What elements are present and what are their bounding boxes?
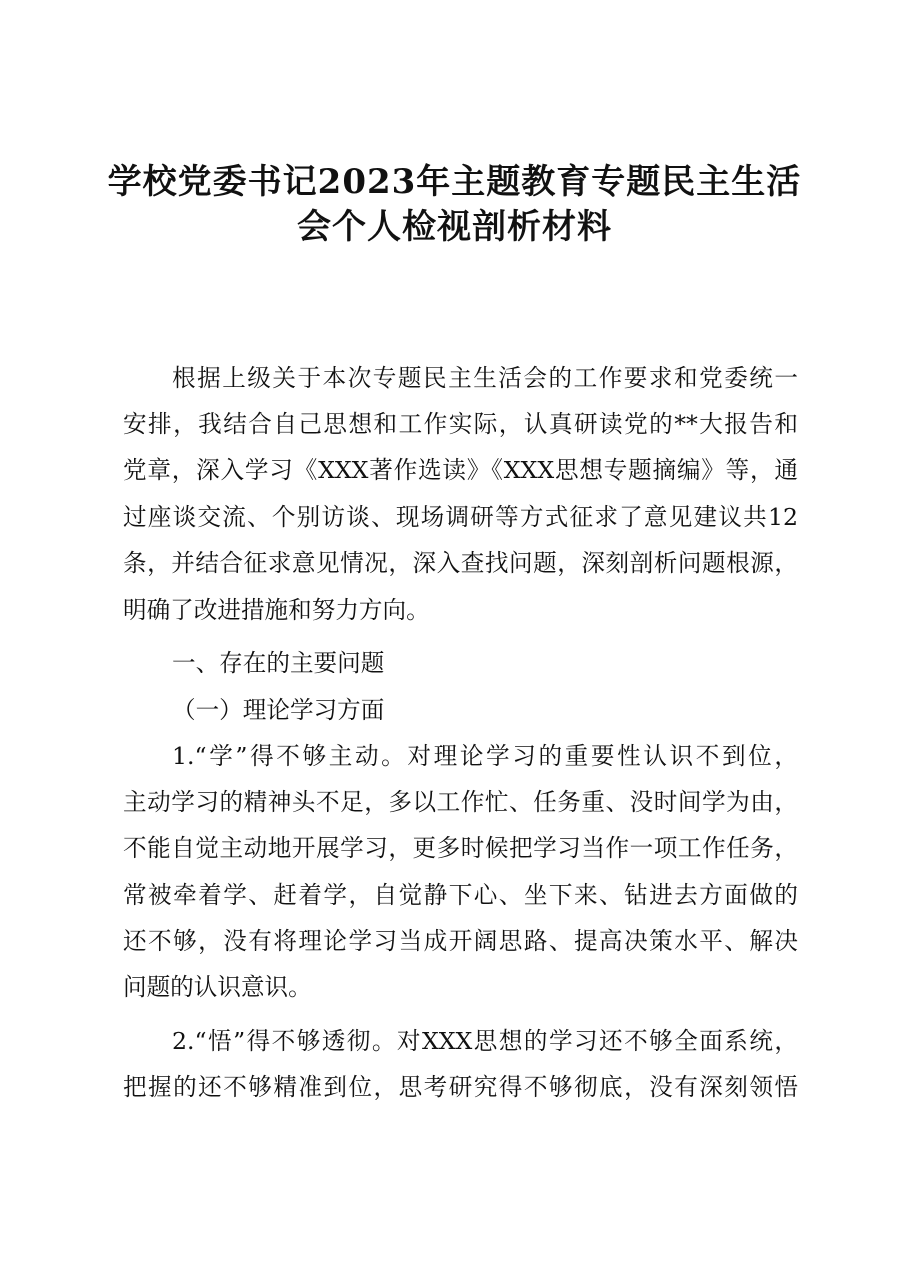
paragraph-line: 过座谈交流、个别访谈、现场调研等方式征求了意见建议共12: [123, 503, 798, 531]
paragraph-line: 不能自觉主动地开展学习，更多时候把学习当作一项工作任务，: [123, 834, 798, 862]
section-heading: 一、存在的主要问题: [172, 649, 385, 677]
document-title-line-2: 会个人检视剖析材料: [297, 207, 612, 247]
paragraph-line: 2.“悟”得不够透彻。对XXX思想的学习还不够全面系统，: [172, 1027, 798, 1055]
paragraph-line: 条，并结合征求意见情况，深入查找问题，深刻剖析问题根源，: [123, 549, 798, 577]
paragraph-line: 根据上级关于本次专题民主生活会的工作要求和党委统一: [172, 364, 798, 392]
paragraph-line: 1.“学”得不够主动。对理论学习的重要性认识不到位，: [172, 742, 798, 770]
paragraph-line: 安排，我结合自己思想和工作实际，认真研读党的**大报告和: [123, 410, 798, 438]
paragraph-line: 党章，深入学习《XXX著作选读》《XXX思想专题摘编》等，通: [123, 456, 798, 484]
paragraph-line: 明确了改进措施和努力方向。: [123, 596, 430, 624]
subsection-heading: （一）理论学习方面: [172, 696, 385, 724]
document-title-line-1: 学校党委书记2023年主题教育专题民主生活: [107, 162, 802, 202]
paragraph-line: 主动学习的精神头不足，多以工作忙、任务重、没时间学为由，: [123, 788, 798, 816]
paragraph-line: 常被牵着学、赶着学，自觉静下心、坐下来、钻进去方面做的: [123, 881, 798, 909]
paragraph-line: 问题的认识意识。: [123, 973, 312, 1001]
paragraph-line: 把握的还不够精准到位，思考研究得不够彻底，没有深刻领悟: [123, 1073, 798, 1101]
paragraph-line: 还不够，没有将理论学习当成开阔思路、提高决策水平、解决: [123, 927, 798, 955]
